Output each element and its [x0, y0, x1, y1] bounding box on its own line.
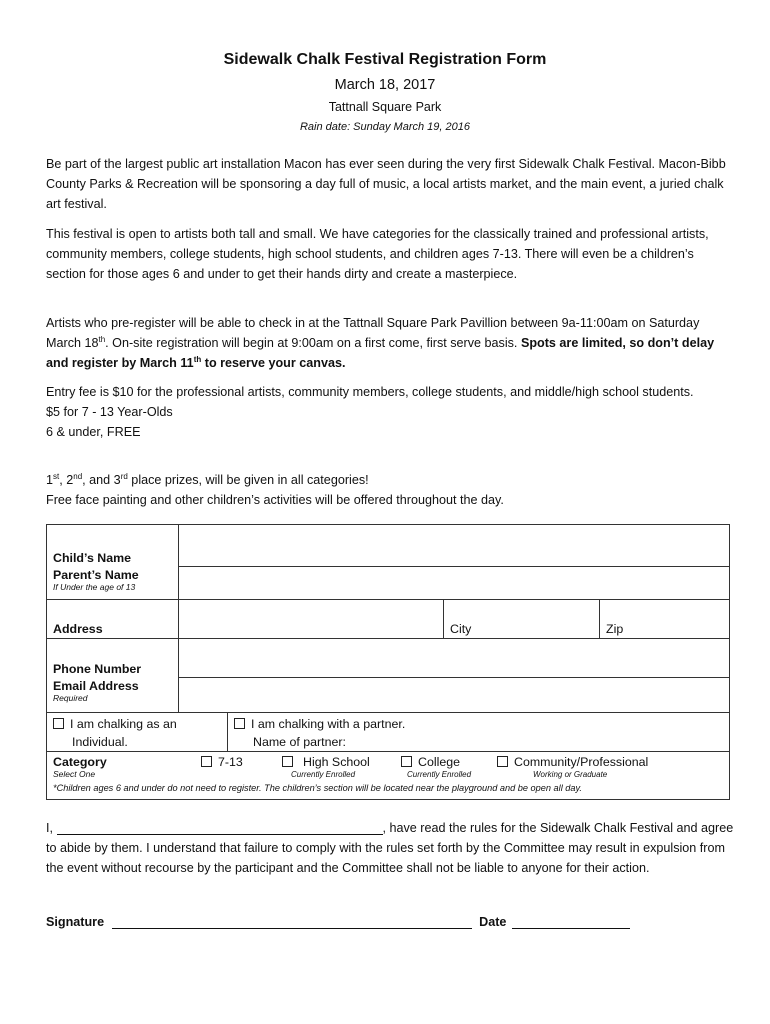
parent-name-label: Parent’s Name [53, 567, 139, 582]
individual-option[interactable]: I am chalking as an Individual. [47, 713, 228, 752]
agreement-paragraph: I, , have read the rules for the Sidewalk Chalk Festival and agree to abide by them. I understand that failure to comply with the rules set forth by the Committee may result in expulsion from the event without recourse by the participant and the Committee shall not be liable to anyone for their action. [46, 821, 734, 875]
phone-label-cell [47, 639, 179, 678]
email-label-cell [47, 678, 179, 713]
entry-fee-info [46, 382, 736, 442]
signature-line[interactable] [112, 916, 472, 929]
prizes-info [46, 470, 736, 510]
category-7-13-checkbox[interactable] [201, 756, 212, 767]
child-name-label: Child’s Name [53, 550, 132, 565]
address-label: Address [53, 622, 103, 636]
event-date: March 18, 2017 [334, 77, 436, 93]
category-community-checkbox[interactable] [497, 756, 508, 767]
email-hint: Required [53, 692, 88, 703]
phone-field[interactable] [179, 639, 730, 678]
signature-row [46, 912, 736, 932]
parent-name-label-cell [47, 567, 179, 600]
email-field[interactable] [179, 678, 730, 713]
category-college-checkbox[interactable] [401, 756, 412, 767]
category-hint: Select One [53, 769, 96, 779]
child-name-label-cell [47, 525, 179, 567]
fee-line-2: $5 for 7 - 13 Year-Olds [46, 405, 173, 419]
page-title: Sidewalk Chalk Festival Registration Form [223, 51, 547, 68]
event-venue: Tattnall Square Park [328, 100, 442, 114]
category-option-7-13[interactable]: 7-13 [201, 755, 243, 769]
rain-date: Rain date: Sunday March 19, 2016 [299, 121, 470, 133]
zip-label: Zip [606, 622, 624, 636]
agreement-name-line[interactable] [57, 822, 383, 835]
address-label-cell [47, 600, 179, 639]
registration-table [46, 524, 730, 800]
fee-line-1: Entry fee is $10 for the professional artists, community members, college students, and middle/high school students. [46, 385, 694, 399]
face-painting-line: Free face painting and other children’s activities will be offered throughout the day. [46, 493, 504, 507]
address-field[interactable] [179, 600, 444, 639]
child-name-field[interactable] [179, 525, 730, 567]
date-line[interactable] [512, 916, 630, 929]
fee-line-3: 6 & under, FREE [46, 425, 141, 439]
category-label: Category [53, 755, 107, 769]
intro-paragraph-3: Artists who pre-register will be able to check in at the Tattnall Square Park Pavillion between 9a-11:00am on Saturday March 18th. On-site registration will begin at 9:00am on a first come, first serve basis. Spots are limited, so don’t delay and register by March 11th to reserve your canvas. [46, 316, 715, 370]
city-label: City [450, 622, 472, 636]
intro-paragraph-2: This festival is open to artists both tall and small. We have categories for the classically trained and professional artists, community members, college students, high school students, and children ages 7-13. There will even be a children’s section for those ages 6 and under to get their hands dirty and create a masterpiece. [46, 227, 709, 281]
category-cell [47, 752, 730, 800]
zip-field[interactable] [600, 600, 730, 639]
city-field[interactable] [444, 600, 600, 639]
agreement-prefix: I, [46, 821, 53, 835]
parent-name-hint: If Under the age of 13 [53, 581, 136, 592]
category-option-high-school[interactable]: High School Currently Enrolled [282, 755, 370, 780]
category-option-college[interactable]: College Currently Enrolled [401, 755, 471, 780]
category-high-school-checkbox[interactable] [282, 756, 293, 767]
parent-name-field[interactable] [179, 567, 730, 600]
date-label: Date [479, 915, 507, 929]
prize-line: 1st, 2nd, and 3rd place prizes, will be given in all categories! [46, 472, 369, 487]
email-label: Email Address [53, 678, 139, 693]
category-option-community[interactable]: Community/Professional Working or Graduate [497, 755, 648, 780]
intro-paragraph-1: Be part of the largest public art installation Macon has ever seen during the very first Sidewalk Chalk Festival. Macon-Bibb County Parks & Recreation will be sponsoring a day full of music, a local artists market, and the main event, a juried chalk art festival. [46, 157, 726, 211]
children-footnote: *Children ages 6 and under do not need to register. The children’s section will be located near the playground and be open all day. [53, 783, 582, 793]
individual-checkbox[interactable] [53, 718, 64, 729]
partner-option[interactable]: I am chalking with a partner. Name of partner: [228, 713, 730, 752]
signature-label: Signature [46, 915, 105, 929]
partner-checkbox[interactable] [234, 718, 245, 729]
phone-label: Phone Number [53, 661, 142, 676]
